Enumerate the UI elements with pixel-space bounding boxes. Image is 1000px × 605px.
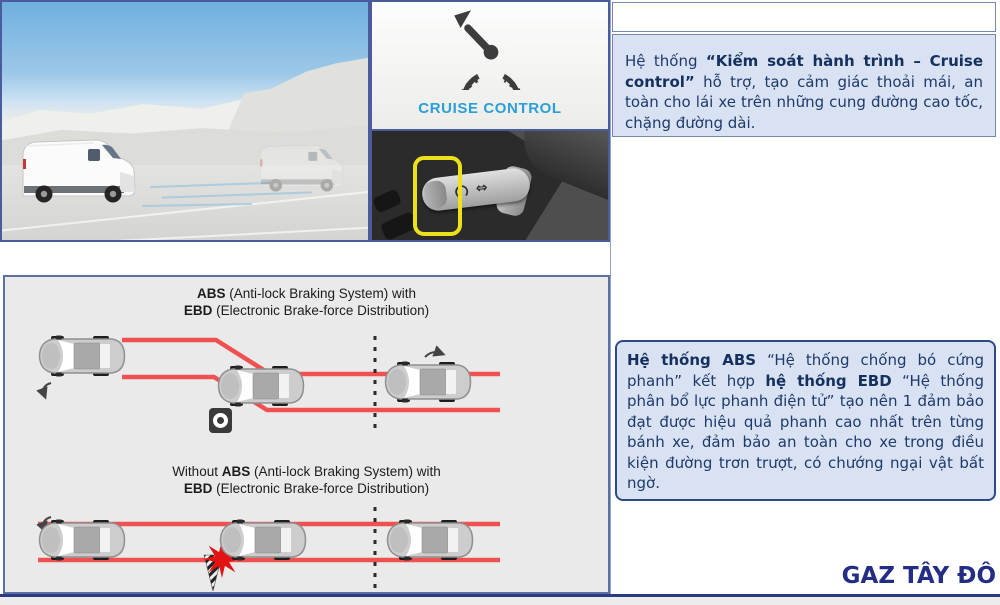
right-column-spacer-box bbox=[612, 2, 996, 32]
abs-with-title-line1: ABS (Anti-lock Braking System) with bbox=[196, 286, 417, 301]
car-top-view-icon bbox=[384, 361, 472, 403]
cruise-scene-image bbox=[0, 0, 370, 242]
car-top-view-icon bbox=[386, 519, 474, 561]
column-divider bbox=[610, 0, 611, 594]
abs-description-box bbox=[615, 340, 996, 501]
car-top-view-icon bbox=[217, 365, 305, 407]
abs-with-title-line2: EBD (Electronic Brake-force Distribution) bbox=[183, 303, 430, 318]
stalk-highlight-box bbox=[413, 156, 462, 236]
ghost-van-illustration bbox=[255, 139, 355, 193]
left-right-arrows-icon: ⇔ bbox=[474, 179, 489, 197]
speedometer-icon bbox=[448, 6, 534, 90]
car-top-view-icon bbox=[219, 519, 307, 561]
cruise-control-badge bbox=[370, 0, 610, 131]
abs-description-text: Hệ thống ABS “Hệ thống chống bó cứng phanh” kết hợp hệ thống EBD “Hệ thống phân bổ lực phanh điện tử” tạo nên 1 đảm bảo đạt được hiệu quả phanh cao nhất trên từng bánh xe, đảm bảo an toàn cho xe trong điều kiện đường trơn trượt, có chướng ngại vật bất ngờ. bbox=[627, 351, 985, 492]
car-top-view-icon bbox=[38, 335, 126, 377]
below-page-strip bbox=[0, 597, 1000, 605]
abs-diagram-panel bbox=[3, 275, 610, 594]
cruise-badge-label: CRUISE CONTROL bbox=[418, 100, 562, 117]
radar-line bbox=[150, 182, 270, 188]
brand-logo: GAZ TÂY ĐÔ bbox=[841, 563, 996, 589]
cliff-hill bbox=[227, 57, 370, 137]
abs-without-title-line1: Without ABS (Anti-lock Braking System) with bbox=[172, 464, 441, 479]
abs-without-title-line2: EBD (Electronic Brake-force Distribution) bbox=[183, 481, 430, 496]
car-top-view-icon bbox=[38, 519, 126, 561]
van-illustration bbox=[16, 132, 151, 204]
cruise-description-box bbox=[612, 34, 996, 137]
lane-marking bbox=[0, 225, 370, 242]
steering-column-photo bbox=[370, 131, 610, 242]
cruise-description-text: Hệ thống “Kiểm soát hành trình – Cruise control” hỗ trợ, tạo cảm giác thoải mái, an toàn cho lái xe trên những cung đường cao tốc, chặng đường dài. bbox=[625, 52, 984, 132]
